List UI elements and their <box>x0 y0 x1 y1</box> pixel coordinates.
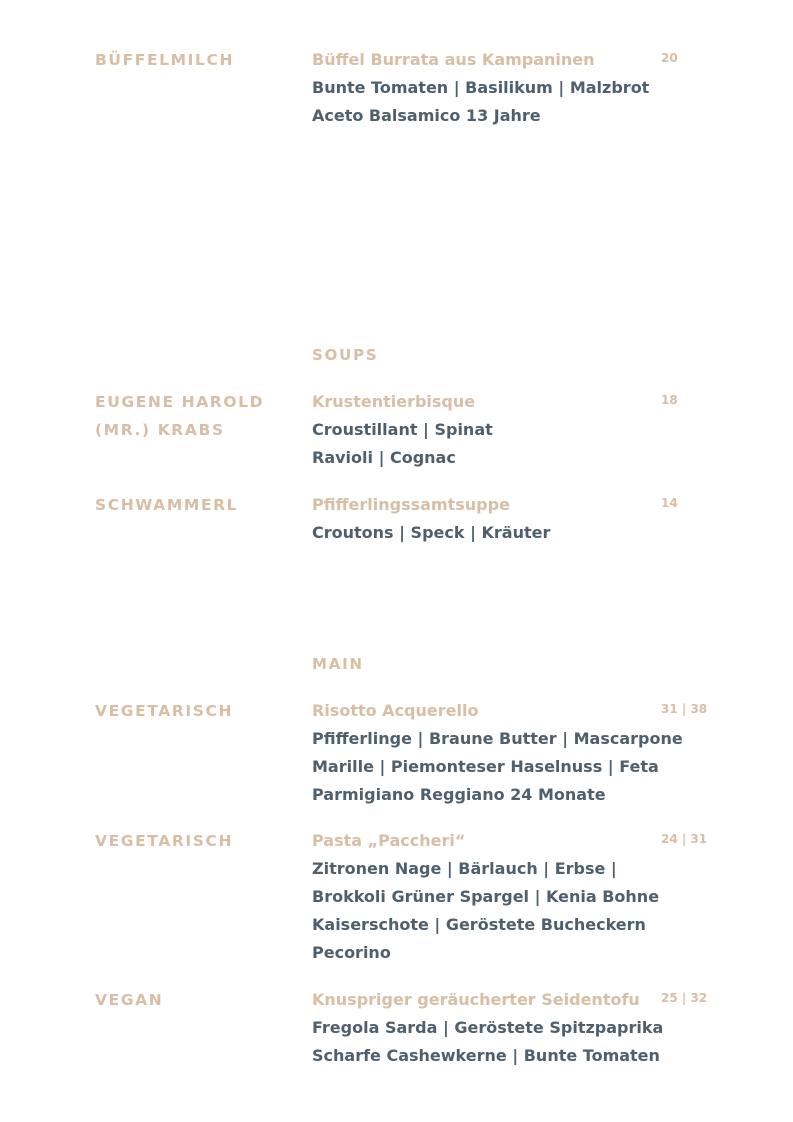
item-description-line: Aceto Balsamico 13 Jahre <box>312 106 541 125</box>
item-category: VEGETARISCH <box>95 702 234 720</box>
item-description-line: Croustillant | Spinat <box>312 420 493 439</box>
item-dish <box>312 697 683 809</box>
item-name: Risotto Acquerello <box>312 701 479 720</box>
item-price: 31 | 38 <box>661 702 708 716</box>
item-name: Knuspriger geräucherter Seidentofu <box>312 990 640 1009</box>
item-description-line: Brokkoli Grüner Spargel | Kenia Bohne <box>312 887 660 906</box>
item-category: VEGETARISCH <box>95 832 234 850</box>
item-description-line: Pfifferlinge | Braune Butter | Mascarpone <box>312 729 683 748</box>
item-price: 25 | 32 <box>661 991 708 1005</box>
item-dish <box>312 388 657 472</box>
item-category: BÜFFELMILCH <box>95 51 235 69</box>
item-dish <box>312 986 664 1070</box>
item-description-line: Zitronen Nage | Bärlauch | Erbse | <box>312 859 617 878</box>
item-name: Büffel Burrata aus Kampaninen <box>312 50 595 69</box>
item-dish <box>312 46 657 130</box>
item-price: 14 <box>661 496 678 510</box>
item-description-line: Pecorino <box>312 943 391 962</box>
item-dish <box>312 491 657 547</box>
item-description-line: Marille | Piemonteser Haselnuss | Feta <box>312 757 659 776</box>
item-category: VEGAN <box>95 991 164 1009</box>
item-price: 20 <box>661 51 678 65</box>
item-description-line: Fregola Sarda | Geröstete Spitzpaprika <box>312 1018 664 1037</box>
item-description-line: Scharfe Cashewkerne | Bunte Tomaten <box>312 1046 660 1065</box>
item-name: Krustentierbisque <box>312 392 476 411</box>
item-price: 24 | 31 <box>661 832 708 846</box>
item-description-line: Bunte Tomaten | Basilikum | Malzbrot <box>312 78 650 97</box>
item-name: Pasta „Paccheri“ <box>312 831 466 850</box>
item-description-line: Kaiserschote | Geröstete Bucheckern <box>312 915 646 934</box>
item-dish <box>312 827 660 967</box>
item-description-line: Ravioli | Cognac <box>312 448 456 467</box>
item-category: EUGENE HAROLD (MR.) KRABS <box>95 393 265 439</box>
item-price: 18 <box>661 393 678 407</box>
item-name: Pfifferlingssamtsuppe <box>312 495 510 514</box>
item-description-line: Parmigiano Reggiano 24 Monate <box>312 785 606 804</box>
section-heading-main: MAIN <box>312 655 364 673</box>
item-description-line: Croutons | Speck | Kräuter <box>312 523 551 542</box>
section-heading-soups: SOUPS <box>312 346 379 364</box>
item-category: SCHWAMMERL <box>95 496 239 514</box>
